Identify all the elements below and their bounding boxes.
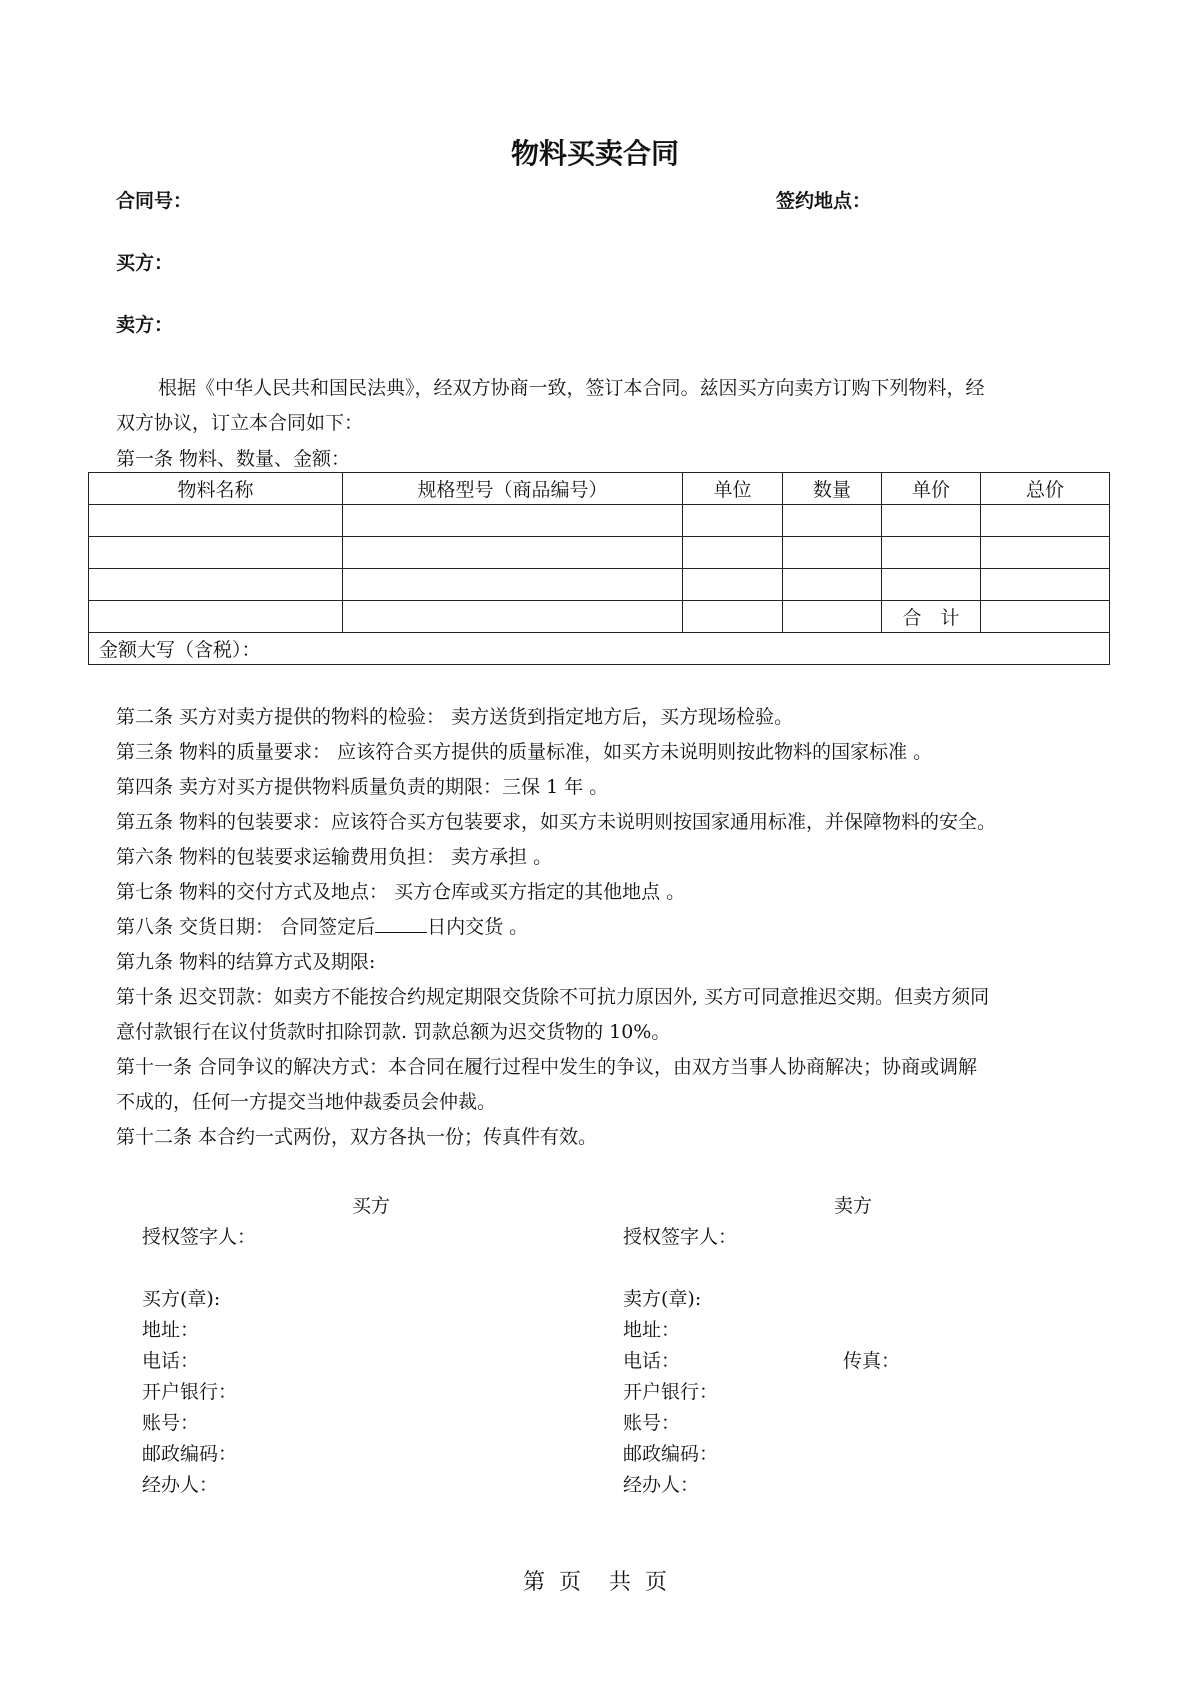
table-cell[interactable] — [981, 537, 1110, 569]
page-footer: 第 页 共 页 — [523, 1570, 667, 1595]
buyer-handler-label: 经办人： — [142, 1474, 219, 1496]
article-10-line-2: 意付款银行在议付货款时扣除罚款. 罚款总额为迟交货物的 10%。 — [116, 1021, 671, 1043]
table-cell[interactable] — [981, 569, 1110, 601]
header-total-price: 总价 — [981, 473, 1110, 505]
document-title: 物料买卖合同 — [510, 137, 679, 170]
article-11-line-2: 不成的，任何一方提交当地仲裁委员会仲裁。 — [116, 1091, 497, 1113]
sign-place-label: 签约地点： — [776, 190, 872, 212]
article-12: 第十二条 本合约一式两份，双方各执一份；传真件有效。 — [116, 1126, 598, 1148]
table-cell[interactable] — [343, 505, 683, 537]
article-4: 第四条 卖方对买方提供物料质量负责的期限：三保 1 年 。 — [116, 776, 609, 798]
table-cell[interactable] — [683, 505, 783, 537]
table-cell[interactable] — [89, 537, 343, 569]
intro-paragraph — [116, 371, 1076, 441]
seller-bank-label: 开户银行： — [623, 1381, 719, 1403]
article-8-prefix: 第八条 交货日期： 合同签定后 — [116, 916, 376, 938]
buyer-account-label: 账号： — [142, 1412, 200, 1434]
table-cell[interactable] — [882, 537, 981, 569]
buyer-signature-heading: 买方 — [352, 1195, 391, 1217]
table-cell[interactable] — [783, 569, 882, 601]
buyer-label: 买方： — [116, 252, 174, 274]
table-row — [89, 569, 1110, 601]
total-label: 合 计 — [882, 601, 981, 633]
amount-row — [89, 633, 1110, 665]
article-11-line-1: 第十一条 合同争议的解决方式：本合同在履行过程中发生的争议，由双方当事人协商解决；协商或调解 — [116, 1056, 978, 1078]
table-cell[interactable] — [89, 505, 343, 537]
buyer-bank-label: 开户银行： — [142, 1381, 238, 1403]
buyer-phone-label: 电话： — [142, 1350, 200, 1372]
seller-seal-label: 卖方(章): — [623, 1288, 702, 1310]
table-cell[interactable] — [89, 569, 343, 601]
table-cell[interactable] — [683, 569, 783, 601]
buyer-signer-label: 授权签字人： — [142, 1226, 257, 1248]
article-3: 第三条 物料的质量要求： 应该符合买方提供的质量标准，如买方未说明则按此物料的国家标准 。 — [116, 741, 933, 763]
seller-signature-heading: 卖方 — [834, 1195, 873, 1217]
article-8-suffix: 日内交货 。 — [427, 916, 529, 938]
table-cell[interactable] — [683, 601, 783, 633]
header-unit: 单位 — [683, 473, 783, 505]
article-5: 第五条 物料的包装要求：应该符合买方包装要求，如买方未说明则按国家通用标准，并保障物料的安全。 — [116, 811, 997, 833]
table-cell[interactable] — [89, 601, 343, 633]
article-6: 第六条 物料的包装要求运输费用负担： 卖方承担 。 — [116, 846, 553, 868]
article-10-line-1: 第十条 迟交罚款：如卖方不能按合约规定期限交货除不可抗力原因外, 买方可同意推迟交期。但卖方须同 — [116, 986, 990, 1008]
contract-number-label: 合同号： — [116, 190, 193, 212]
table-header-row — [89, 473, 1110, 505]
header-material-name: 物料名称 — [89, 473, 343, 505]
seller-label: 卖方： — [116, 314, 174, 336]
header-spec-model: 规格型号（商品编号） — [343, 473, 683, 505]
buyer-seal-label: 买方(章): — [142, 1288, 221, 1310]
table-row — [89, 537, 1110, 569]
buyer-address-label: 地址： — [142, 1319, 200, 1341]
article-1: 第一条 物料、数量、金额： — [116, 448, 351, 470]
table-cell[interactable] — [343, 601, 683, 633]
seller-postcode-label: 邮政编码： — [623, 1443, 719, 1465]
table-cell[interactable] — [783, 505, 882, 537]
amount-in-words-label: 金额大写（含税）： — [89, 633, 1110, 665]
delivery-days-blank[interactable] — [375, 914, 427, 933]
table-row — [89, 505, 1110, 537]
table-cell[interactable] — [882, 505, 981, 537]
header-quantity: 数量 — [783, 473, 882, 505]
intro-line-1: 根据《中华人民共和国民法典》，经双方协商一致，签订本合同。兹因买方向卖方订购下列物料，经 — [158, 377, 985, 399]
article-9: 第九条 物料的结算方式及期限: — [116, 951, 376, 973]
seller-account-label: 账号： — [623, 1412, 681, 1434]
table-cell[interactable] — [343, 569, 683, 601]
intro-line-2: 双方协议，订立本合同如下： — [116, 412, 364, 434]
seller-handler-label: 经办人： — [623, 1474, 700, 1496]
total-value-cell[interactable] — [981, 601, 1110, 633]
seller-address-label: 地址： — [623, 1319, 681, 1341]
header-unit-price: 单价 — [882, 473, 981, 505]
article-8 — [116, 914, 528, 940]
article-7: 第七条 物料的交付方式及地点： 买方仓库或买方指定的其他地点 。 — [116, 881, 686, 903]
article-2: 第二条 买方对卖方提供的物料的检验： 卖方送货到指定地方后，买方现场检验。 — [116, 706, 794, 728]
table-cell[interactable] — [683, 537, 783, 569]
table-cell[interactable] — [981, 505, 1110, 537]
table-cell[interactable] — [783, 601, 882, 633]
table-cell[interactable] — [783, 537, 882, 569]
seller-signer-label: 授权签字人： — [623, 1226, 738, 1248]
table-cell[interactable] — [882, 569, 981, 601]
seller-phone-label: 电话： — [623, 1350, 681, 1372]
seller-fax-label: 传真： — [843, 1350, 901, 1372]
table-cell[interactable] — [343, 537, 683, 569]
items-table — [88, 472, 1110, 665]
table-total-row — [89, 601, 1110, 633]
buyer-postcode-label: 邮政编码： — [142, 1443, 238, 1465]
